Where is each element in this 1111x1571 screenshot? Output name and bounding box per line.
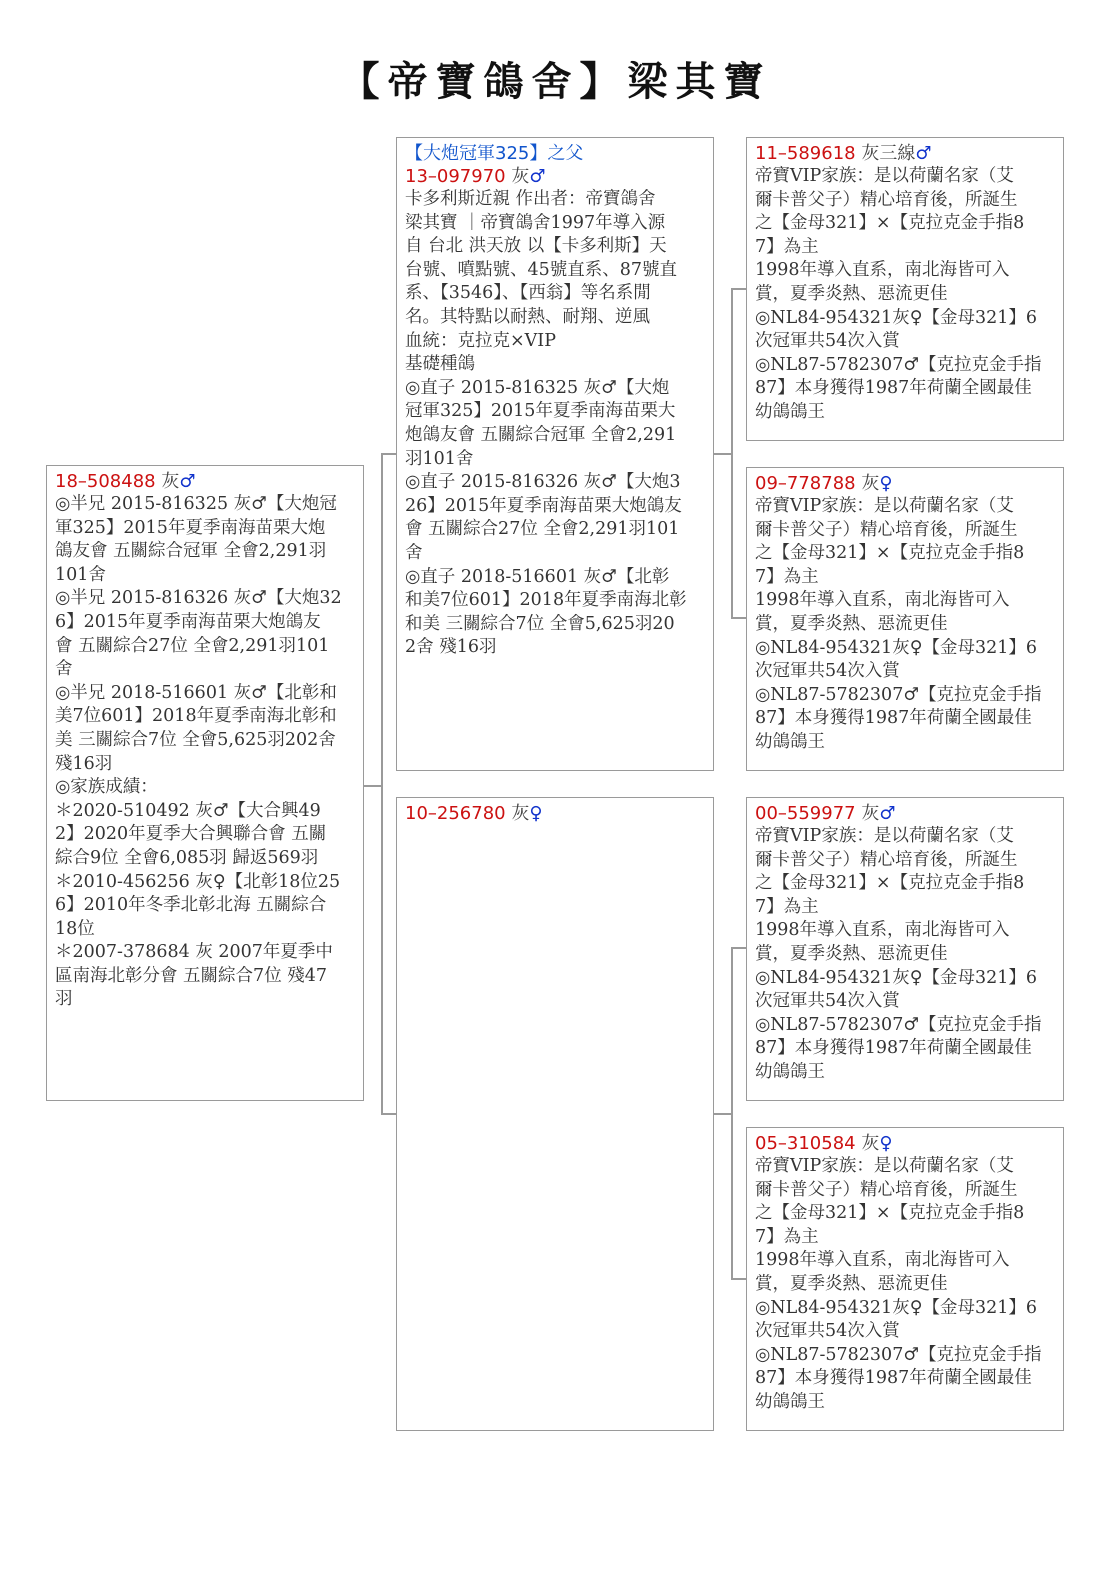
sire-header [405, 165, 705, 188]
sire-dam-notes: 帝寶VIP家族：是以荷蘭名家（艾 爾卡普父子）精心培育後，所誕生 之【金母321】×【克拉克金手指8 7】為主 1998年導入直系，南北海皆可入 賞，夏季炎熱、惡流更佳 ◎NL84-954321灰♀【金母321】6 次冠軍共54次入賞 ◎NL87-5782307♂【克拉克金手指 87】本身獲得1987年荷蘭全國最佳 幼鴿鴿王 [755, 496, 1042, 752]
subject-card [46, 465, 364, 1101]
dam-sire-card [746, 797, 1064, 1101]
page-title: 【帝寶鴿舍】梁其寶 [339, 59, 772, 105]
connector [381, 1113, 397, 1115]
subject-notes: ◎半兄 2015-816325 灰♂【大炮冠 軍325】2015年夏季南海苗栗大炮 鴿友會 五關綜合冠軍 全會2,291羽 101舍 ◎半兄 2015-816326 灰♂【大炮32 6】2015年夏季南海苗栗大炮鴿友 會 五關綜合27位 全會2,291羽101 舍 ◎半兄 2018-516601 灰♂【北彰和 美7位601】2018年夏季南海北彰和 美 三關綜合7位 全會5,625羽202舍 殘16羽 ◎家族成績： ＊2020-510492 灰♂【大合興49 2】2020年夏季大合興聯合會 五關 綜合9位 全會6,085羽 歸返569羽 ＊2010-456256 灰♀【北彰18位25 6】2010年冬季北彰北海 五關綜合 18位 ＊2007-378684 灰 2007年夏季中 區南海北彰分會 五關綜合7位 殘47 羽 [55, 494, 342, 1010]
subject-header [55, 470, 355, 493]
connector [381, 453, 397, 455]
female-icon: ♀ [529, 803, 543, 824]
dam-card [396, 797, 714, 1431]
sire-label: 【大炮冠軍325】之父 [405, 143, 584, 164]
connector [713, 1113, 732, 1115]
connector [381, 453, 383, 1114]
dam-header [405, 802, 705, 825]
ring-number: 00–559977 [755, 803, 856, 824]
ring-number: 09–778788 [755, 473, 856, 494]
sire-notes: 卡多利斯近親 作出者：帝寶鴿舍 梁其寶 ｜帝寶鴿舍1997年導入源 自 台北 洪天放 以【卡多利斯】天 台號、噴點號、45號直系、87號直 系、【3546】、【西翁】等名系閒 名。其特點以耐熱、耐翔、逆風 血統：克拉克×VIP 基礎種鴿 ◎直子 2015-816325 灰♂【大炮 冠軍325】2015年夏季南海苗栗大 炮鴿友會 五關綜合冠軍 全會2,291 羽101舍 ◎直子 2015-816326 灰♂【大炮3 26】2015年夏季南海苗栗大炮鴿友 會 五關綜合27位 全會2,291羽101 舍 ◎直子 2018-516601 灰♂【北彰 和美7位601】2018年夏季南海北彰 和美 三關綜合7位 全會5,625羽20 2舍 殘16羽 [405, 189, 687, 658]
sire-card [396, 137, 714, 771]
color-label: 灰 [861, 1133, 880, 1154]
dam-sire-notes: 帝寶VIP家族：是以荷蘭名家（艾 爾卡普父子）精心培育後，所誕生 之【金母321】×【克拉克金手指8 7】為主 1998年導入直系，南北海皆可入 賞，夏季炎熱、惡流更佳 ◎NL84-954321灰♀【金母321】6 次冠軍共54次入賞 ◎NL87-5782307♂【克拉克金手指 87】本身獲得1987年荷蘭全國最佳 幼鴿鴿王 [755, 826, 1042, 1082]
sire-sire-header [755, 142, 1055, 165]
connector [731, 1278, 747, 1280]
female-icon: ♀ [879, 473, 893, 494]
color-label: 灰 [861, 803, 880, 824]
dam-dam-notes: 帝寶VIP家族：是以荷蘭名家（艾 爾卡普父子）精心培育後，所誕生 之【金母321】×【克拉克金手指8 7】為主 1998年導入直系，南北海皆可入 賞，夏季炎熱、惡流更佳 ◎NL84-954321灰♀【金母321】6 次冠軍共54次入賞 ◎NL87-5782307♂【克拉克金手指 87】本身獲得1987年荷蘭全國最佳 幼鴿鴿王 [755, 1156, 1042, 1412]
color-label: 灰 [861, 473, 880, 494]
sire-sire-notes: 帝寶VIP家族：是以荷蘭名家（艾 爾卡普父子）精心培育後，所誕生 之【金母321】×【克拉克金手指8 7】為主 1998年導入直系，南北海皆可入 賞，夏季炎熱、惡流更佳 ◎NL84-954321灰♀【金母321】6 次冠軍共54次入賞 ◎NL87-5782307♂【克拉克金手指 87】本身獲得1987年荷蘭全國最佳 幼鴿鴿王 [755, 166, 1042, 422]
connector [731, 617, 747, 619]
connector [731, 288, 733, 618]
ring-number: 10–256780 [405, 803, 506, 824]
connector [731, 288, 747, 290]
dam-dam-card [746, 1127, 1064, 1431]
male-icon: ♂ [879, 803, 896, 824]
sire-dam-header [755, 472, 1055, 495]
connector [731, 947, 747, 949]
sire-dam-card [746, 467, 1064, 771]
color-label: 灰 [511, 803, 530, 824]
color-label: 灰 [161, 471, 180, 492]
male-icon: ♂ [915, 143, 932, 164]
connector [363, 785, 382, 787]
ring-number: 18–508488 [55, 471, 156, 492]
dam-sire-header [755, 802, 1055, 825]
sire-sire-card [746, 137, 1064, 441]
ring-number: 11–589618 [755, 143, 856, 164]
male-icon: ♂ [529, 166, 546, 187]
dam-dam-header [755, 1132, 1055, 1155]
color-label: 灰 [511, 166, 530, 187]
connector [731, 947, 733, 1279]
color-label: 灰三線 [861, 143, 916, 164]
male-icon: ♂ [179, 471, 196, 492]
ring-number: 05–310584 [755, 1133, 856, 1154]
female-icon: ♀ [879, 1133, 893, 1154]
connector [713, 453, 732, 455]
ring-number: 13–097970 [405, 166, 506, 187]
